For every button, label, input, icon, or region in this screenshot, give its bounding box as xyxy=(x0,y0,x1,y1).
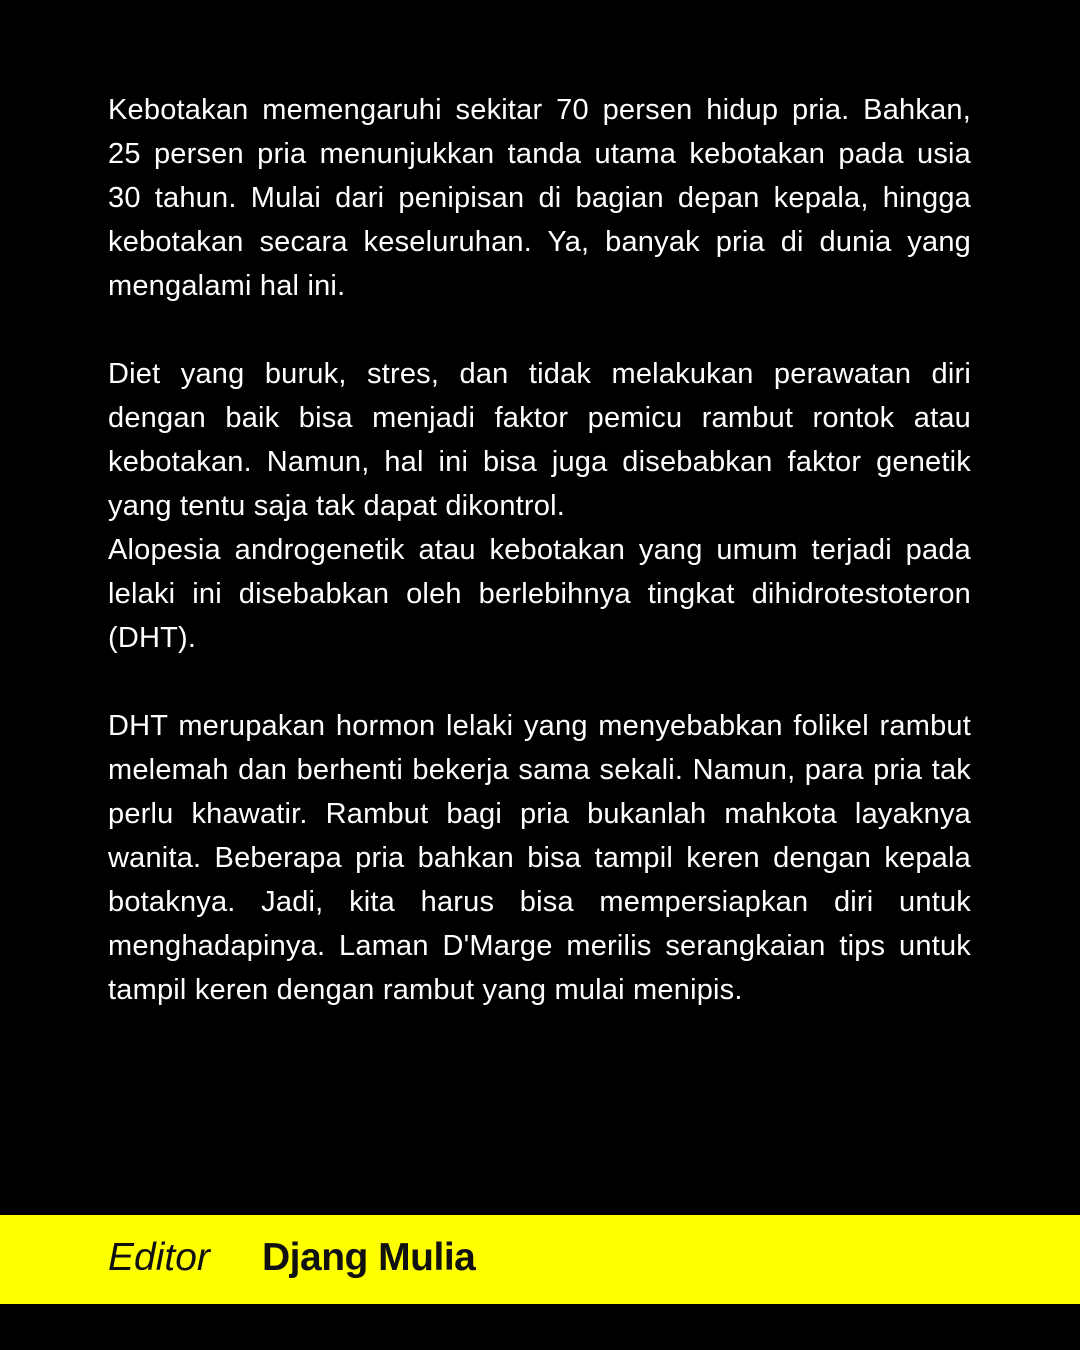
editor-credit-bar xyxy=(0,1215,1080,1304)
article-body xyxy=(108,88,971,1012)
editor-name: Djang Mulia xyxy=(262,1236,476,1279)
article-paragraph-3: Alopesia androgenetik atau kebotakan yang umum terjadi pada lelaki ini disebabkan oleh berlebihnya tingkat dihidrotestoteron (DHT). xyxy=(108,534,971,654)
article-paragraph-1: Kebotakan memengaruhi sekitar 70 persen hidup pria. Bahkan, 25 persen pria menunjukkan tanda utama kebotakan pada usia 30 tahun. Mulai dari penipisan di bagian depan kepala, hingga kebotakan secara keseluruhan. Ya, banyak pria di dunia yang mengalami hal ini. xyxy=(108,94,971,302)
article-paragraph-4: DHT merupakan hormon lelaki yang menyebabkan folikel rambut melemah dan berhenti bekerja sama sekali. Namun, para pria tak perlu khawatir. Rambut bagi pria bukanlah mahkota layaknya wanita. Beberapa pria bahkan bisa tampil keren dengan kepala botaknya. Jadi, kita harus bisa mempersiapkan diri untuk menghadapinya. Laman D'Marge merilis serangkaian tips untuk tampil keren dengan rambut yang mulai menipis. xyxy=(108,710,971,1006)
credit-role-label: Editor xyxy=(108,1236,210,1279)
article-paragraph-2: Diet yang buruk, stres, dan tidak melakukan perawatan diri dengan baik bisa menjadi faktor pemicu rambut rontok atau kebotakan. Namun, hal ini bisa juga disebabkan faktor genetik yang tentu saja tak dapat dikontrol. xyxy=(108,358,971,522)
paragraph-spacer xyxy=(108,308,971,352)
paragraph-spacer xyxy=(108,660,971,704)
